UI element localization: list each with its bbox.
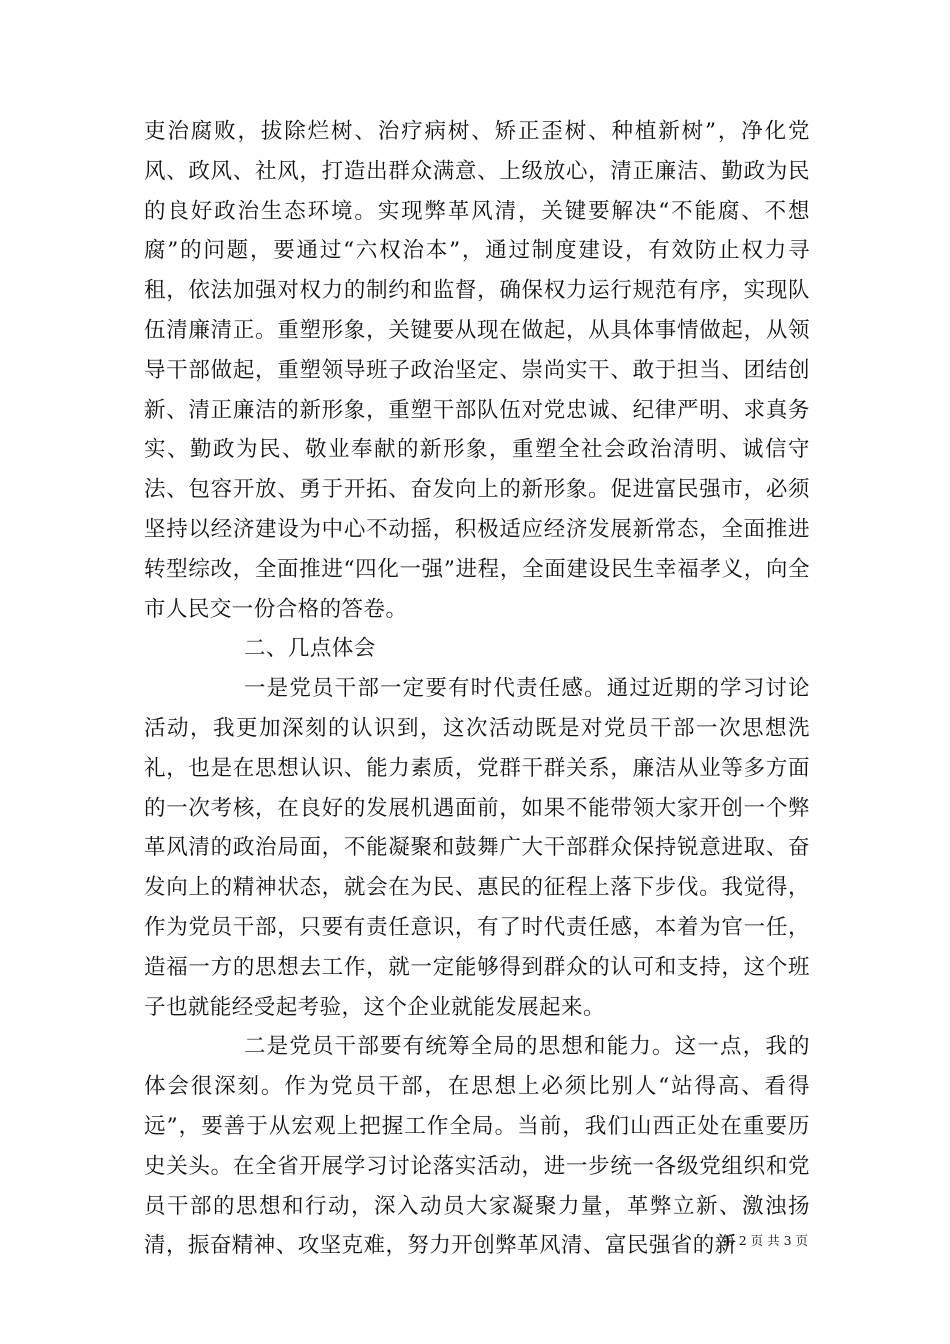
document-body bbox=[144, 112, 810, 1266]
section-heading: 二、几点体会 bbox=[244, 636, 376, 662]
paragraph-point-two: 二是党员干部要有统筹全局的思想和能力。这一点，我的体会很深刻。作为党员干部，在思想上必须比别人“站得高、看得远”，要善于从宏观上把握工作全局。当前，我们山西正处在重要历史关头。在全省开展学习讨论落实活动，进一步统一各级党组织和党员干部的思想和行动，深入动员大家凝聚力量，革弊立新、激浊扬清，振奋精神、攻坚克难，努力开创弊革风清、富民强省的新 bbox=[144, 1034, 810, 1259]
paragraph-point-one: 一是党员干部一定要有时代责任感。通过近期的学习讨论活动，我更加深刻的认识到，这次活动既是对党员干部一次思想洗礼，也是在思想认识、能力素质，党群干群关系，廉洁从业等多方面的一次考核，在良好的发展机遇面前，如果不能带领大家开创一个弊革风清的政治局面，不能凝聚和鼓舞广大干部群众保持锐意进取、奋发向上的精神状态，就会在为民、惠民的征程上落下步伐。我觉得，作为党员干部，只要有责任意识，有了时代责任感，本着为官一任，造福一方的思想去工作，就一定能够得到群众的认可和支持，这个班子也就能经受起考验，这个企业就能发展起来。 bbox=[144, 676, 810, 1020]
paragraph-continued: 吏治腐败，拔除烂树、治疗病树、矫正歪树、种植新树”，净化党风、政风、社风，打造出群众满意、上级放心，清正廉洁、勤政为民的良好政治生态环境。实现弊革风清，关键要解决“不能腐、不想腐”的问题，要通过“六权治本”，通过制度建设，有效防止权力寻租，依法加强对权力的制约和监督，确保权力运行规范有序，实现队伍清廉清正。重塑形象，关键要从现在做起，从具体事情做起，从领导干部做起，重塑领导班子政治坚定、崇尚实干、敢于担当、团结创新、清正廉洁的新形象，重塑干部队伍对党忠诚、纪律严明、求真务实、勤政为民、敬业奉献的新形象，重塑全社会政治清明、诚信守法、包容开放、勇于开拓、奋发向上的新形象。促进富民强市，必须坚持以经济建设为中心不动摇，积极适应经济发展新常态，全面推进转型综改，全面推进“四化一强”进程，全面建设民生幸福孝义，向全市人民交一份合格的答卷。 bbox=[144, 119, 810, 622]
page-number-footer: 第 2 页 共 3 页 bbox=[722, 1233, 808, 1248]
